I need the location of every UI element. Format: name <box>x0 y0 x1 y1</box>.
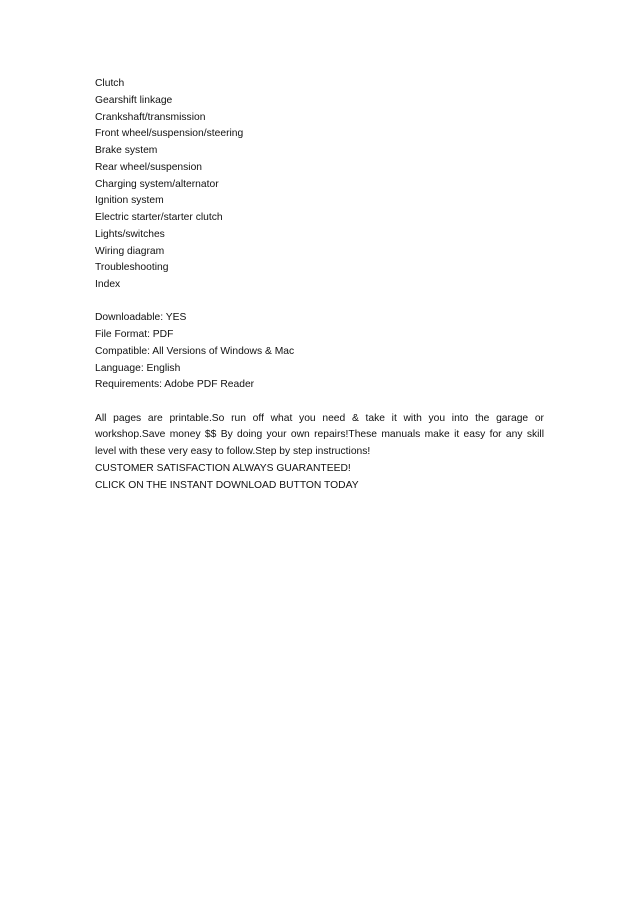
description-block <box>95 411 544 495</box>
guarantee-text: CUSTOMER SATISFACTION ALWAYS GUARANTEED! <box>95 462 351 474</box>
list-item: Troubleshooting <box>95 262 169 274</box>
list-item: Brake system <box>95 145 158 156</box>
list-item: Charging system/alternator <box>95 178 219 190</box>
list-item: Clutch <box>95 78 125 89</box>
spec-language: Language: English <box>95 362 181 374</box>
list-item: Lights/switches <box>95 228 165 240</box>
list-item: Crankshaft/transmission <box>95 111 206 123</box>
list-item: Gearshift linkage <box>95 94 173 106</box>
specs-block <box>95 310 544 394</box>
list-item: Front wheel/suspension/steering <box>95 128 244 140</box>
page-content <box>95 76 544 494</box>
spec-file-format: File Format: PDF <box>95 329 174 340</box>
list-item: Ignition system <box>95 195 164 207</box>
spec-requirements: Requirements: Adobe PDF Reader <box>95 379 255 391</box>
spacer <box>95 394 544 411</box>
spec-compatible: Compatible: All Versions of Windows & Mac <box>95 345 295 357</box>
list-item: Wiring diagram <box>95 245 165 257</box>
contents-list <box>95 76 544 294</box>
spacer <box>95 294 544 311</box>
call-to-action-text: CLICK ON THE INSTANT DOWNLOAD BUTTON TODAY <box>95 479 359 491</box>
list-item: Rear wheel/suspension <box>95 161 203 173</box>
list-item: Index <box>95 279 121 290</box>
description-paragraph: All pages are printable.So run off what you need & take it with you into the garage or workshop.Save money $$ By doing your own repairs!These manuals make it easy for any skill level with these very easy to follow.Step by step instructions! <box>95 412 544 457</box>
spec-downloadable: Downloadable: YES <box>95 312 187 324</box>
list-item: Electric starter/starter clutch <box>95 212 223 223</box>
